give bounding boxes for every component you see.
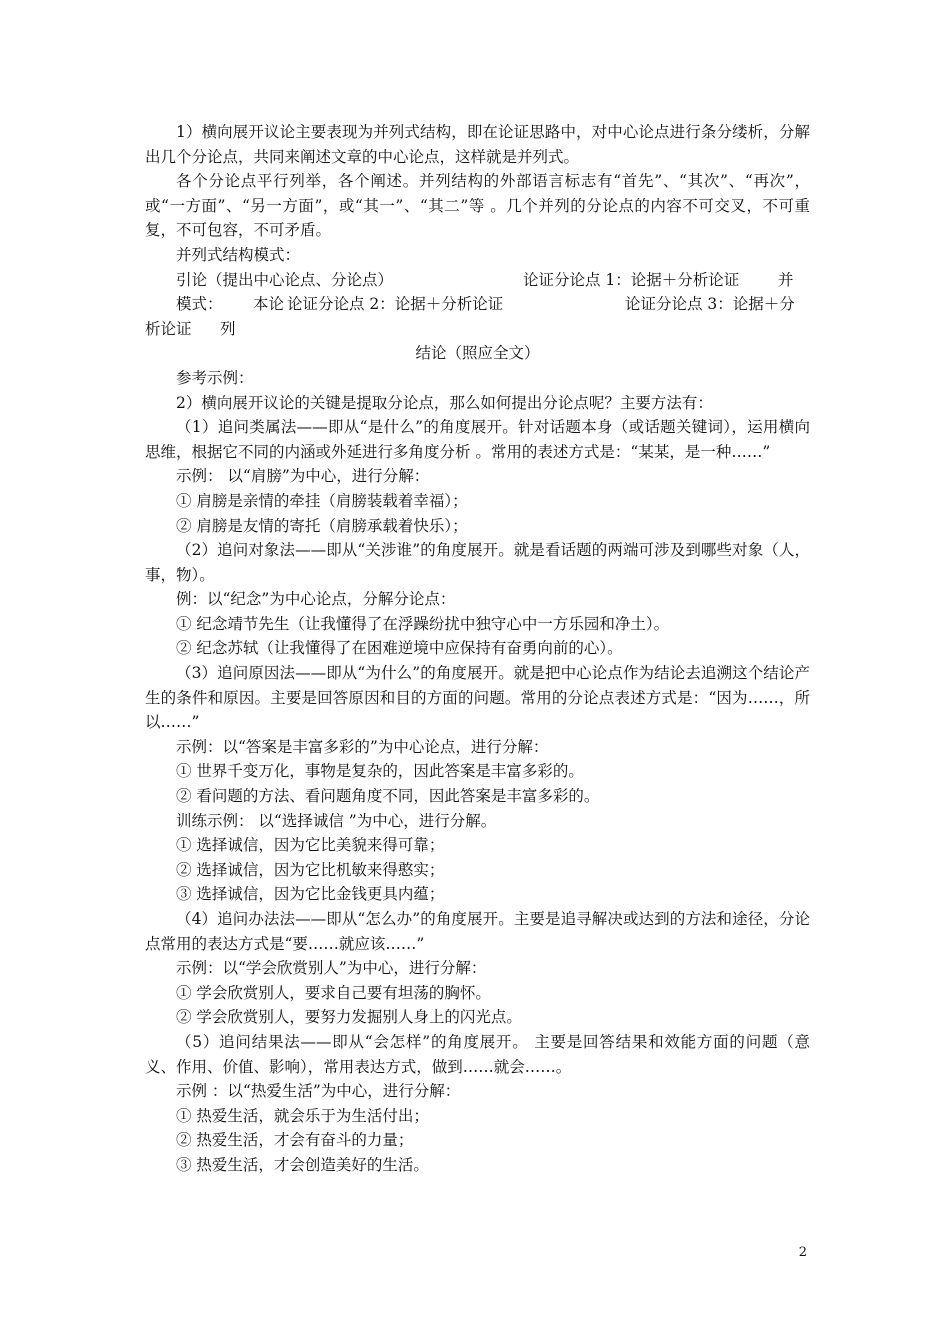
list-item: ① 学会欣赏别人，要求自己要有坦荡的胸怀。 [176,983,491,1002]
list-item: ① 选择诚信，因为它比美貌来得可靠； [176,836,445,855]
method-2-example: 例：以“纪念”为中心论点，分解分论点： [176,590,456,609]
mode-intro: 引论（提出中心论点、分论点） [176,270,394,289]
list-item: ② 选择诚信，因为它比机敏来得憨实； [176,860,445,879]
list-item: ② 学会欣赏别人，要努力发掘别人身上的闪光点。 [176,1008,522,1027]
mode-point-3-cont: 析论证 [145,319,192,338]
list-item: ② 看问题的方法、看问题角度不同，因此答案是丰富多彩的。 [176,787,600,806]
mode-body: 本论 [253,295,285,314]
list-item: ② 纪念苏轼（让我懂得了在困难逆境中应保持有奋勇向前的心）。 [176,639,623,658]
page-number: 2 [798,1245,807,1260]
method-5: （5）追问结果法——即从“会怎样”的角度展开。 主要是回答结果和效能方面的问题（意义、作用、价值、影响），常用表达方式，做到……就会……。 [145,1032,810,1076]
method-2: （2）追问对象法——即从“关涉谁”的角度展开。就是看话题的两端可涉及到哪些对象（人，事，物）。 [145,541,810,584]
reference-example-label: 参考示例： [176,368,254,387]
method-3-training: 训练示例： 以“选择诚信 ”为中心，进行分解。 [176,811,497,830]
mode-label-lie: 列 [220,319,236,338]
method-4-example: 示例：以“学会欣赏别人”为中心，进行分解： [176,959,487,978]
mode-point-2: 论证分论点 2：论据＋分析论证 [287,295,504,314]
mode-row-2 [145,292,810,317]
method-4: （4）追问办法法——即从“怎么办”的角度展开。主要是追寻解决或达到的方法和途径，分论点常用的表达方式是“要……就应该……” [145,910,810,953]
mode-label-bing: 并 [778,270,794,289]
method-5-example: 示例 ：以“热爱生活”为中心，进行分解： [176,1082,461,1101]
list-item: ① 纪念靖节先生（让我懂得了在浮躁纷扰中独守心中一方乐园和净土）。 [176,614,670,633]
list-item: ③ 选择诚信，因为它比金钱更具内蕴； [176,885,445,904]
method-3-example: 示例：以“答案是丰富多彩的”为中心论点，进行分解： [176,737,549,756]
method-1: （1）追问类属法——即从“是什么”的角度展开。针对话题本身（或话题关键词），运用横向思维，根据它不同的内涵或外延进行多角度分析 。常用的表述方式是：“某某，是一种……” [145,418,810,461]
paragraph-parallel-structure: 1）横向展开议论主要表现为并列式结构，即在论证思路中，对中心论点进行条分缕析，分解出几个分论点，共同来阐述文章的中心论点，这样就是并列式。 [145,123,810,166]
method-3: （3）追问原因法——即从“为什么”的角度展开。就是把中心论点作为结论去追溯这个结论产生的条件和原因。主要是回答原因和目的方面的问题。常用的分论点表述方式是：“因为……，所以……” [145,664,810,732]
paragraph-key-point: 2）横向展开议论的关键是提取分论点，那么如何提出分论点呢？主要方法有： [176,393,713,412]
paragraph-mode-title: 并列式结构模式： [176,245,301,264]
list-item: ① 世界千变万化，事物是复杂的，因此答案是丰富多彩的。 [176,762,584,781]
mode-row-3 [145,317,810,342]
mode-conclusion: 结论（照应全文） [415,344,540,363]
paragraph-parallel-markers: 各个分论点平行列举，各个阐述。并列结构的外部语言标志有“首先”、“其次”、“再次”，或“一方面”、“另一方面”，或“其一”、“其二”等 。几个并列的分论点的内容不可交叉，不可重复，不可包容，不可矛盾。 [145,172,810,240]
mode-label-moshi: 模式： [176,295,223,314]
list-item: ③ 热爱生活，才会创造美好的生活。 [176,1155,429,1174]
list-item: ② 肩膀是友情的寄托（肩膀承载着快乐）； [176,516,468,535]
list-item: ① 肩膀是亲情的牵挂（肩膀装载着幸福）； [176,491,468,510]
mode-row-1 [145,268,810,293]
mode-point-1: 论证分论点 1：论据＋分析论证 [523,270,740,289]
list-item: ② 热爱生活，才会有奋斗的力量； [176,1131,414,1150]
list-item: ① 热爱生活，就会乐于为生活付出； [176,1106,429,1125]
document-body [145,120,810,1178]
method-1-example: 示例： 以“肩膀”为中心，进行分解： [176,467,430,486]
mode-point-3: 论证分论点 3：论据＋分 [625,295,795,314]
